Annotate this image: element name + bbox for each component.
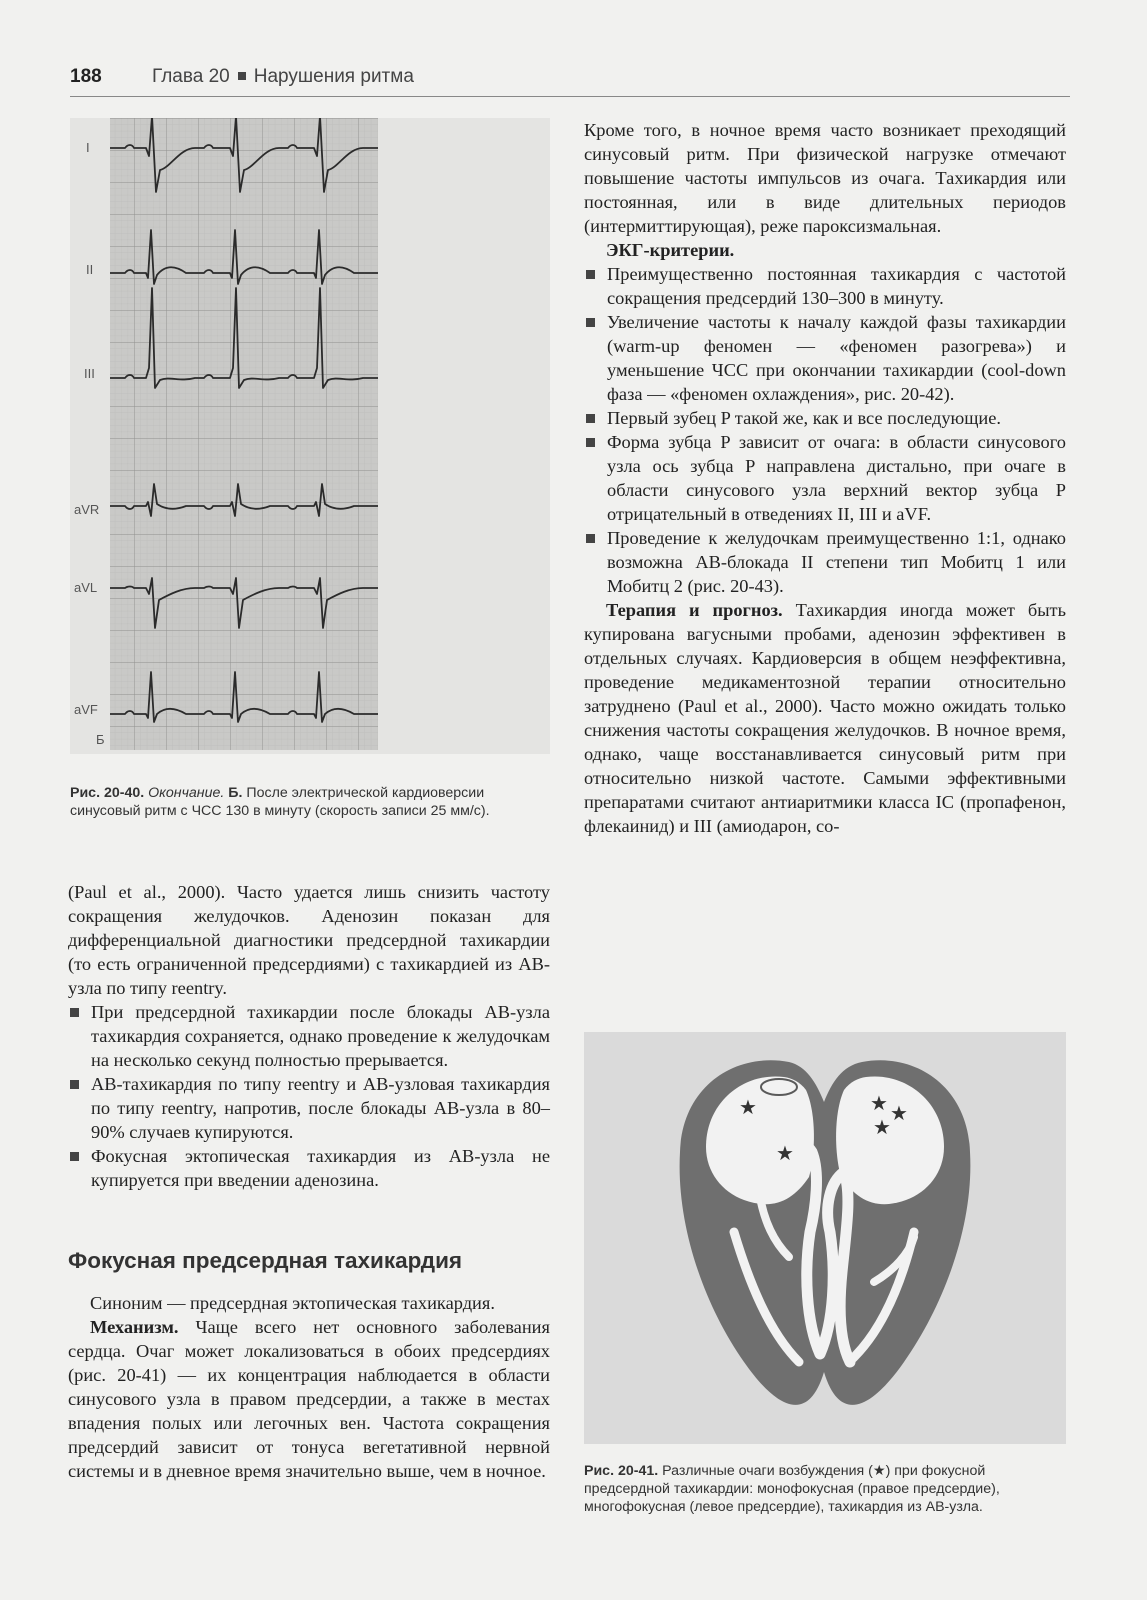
mechanism-text: Чаще всего нет основного заболевания сердца. Очаг может локализоваться в обоих предсердиях (рис. 20-41) — их концентрация наблюдается в области синусового узла в правом предсердии, а также в местах впадения полых или легочных вен. Частота сокращения предсердий зависит от тонуса вегетативной нервной системы и в дневное время значительно выше, чем в ночное. (68, 1317, 550, 1481)
left-column-upper (68, 880, 550, 1192)
caption-label: Рис. 20-40. (70, 785, 145, 801)
list-item: АВ-тахикардия по типу reentry и АВ-узловая тахикардия по типу reentry, напротив, после блокады АВ-узла в 80–90% случаев купируются. (68, 1072, 550, 1144)
page-number: 188 (70, 66, 102, 87)
lead-label-II: II (86, 262, 94, 277)
ecg-criteria-title: ЭКГ-критерии. (606, 240, 735, 260)
therapy-paragraph (584, 598, 1066, 838)
star-icon: ★ (739, 1095, 757, 1119)
star-icon: ★ (870, 1091, 888, 1115)
caption-text: Различные очаги возбуждения (★) при фокусной предсердной тахикардии: монофокусная (правое предсердие), многофокусная (левое предсердие), тахикардия из АВ-узла. (584, 1463, 1000, 1515)
star-icon: ★ (776, 1141, 794, 1165)
ecg-tracing (70, 118, 550, 754)
heart-diagram (584, 1032, 1066, 1444)
figure-caption-20-40 (70, 784, 550, 820)
mechanism-paragraph (68, 1315, 550, 1483)
running-header (70, 62, 1070, 97)
therapy-text: Тахикардия иногда может быть купирована вагусными пробами, аденозин эффективен в отдельных случаях. Кардиоверсия в общем неэффективна, проведение медикаментозной терапии относительно затруднено (Paul et al., 2000). Часто можно ожидать только снижения частоты сокращения желудочков. В ночное время, однако, чаще восстанавливается синусовый ритм при относительно низкой частоте. Самыми эффективными препаратами считают антиаритмики класса IC (пропафенон, флекаинид) и III (амиодарон, со- (584, 600, 1066, 836)
therapy-label: Терапия и прогноз. (606, 600, 783, 620)
heart-illustration (584, 1032, 1066, 1444)
bullet-list (584, 262, 1066, 598)
lead-label-aVL: aVL (74, 580, 98, 595)
list-item: Увеличение частоты к началу каждой фазы тахикардии (warm-up феномен — «феномен разогрева») и уменьшение ЧСС при окончании тахикардии (cool-down фаза — «феномен охлаждения», рис. 20-42). (584, 310, 1066, 406)
list-item: При предсердной тахикардии после блокады АВ-узла тахикардия сохраняется, однако проведение к желудочкам на несколько секунд полностью прерывается. (68, 1000, 550, 1072)
mechanism-label: Механизм. (90, 1317, 179, 1337)
list-item: Первый зубец P такой же, как и все последующие. (584, 406, 1066, 430)
caption-label: Рис. 20-41. (584, 1463, 659, 1479)
lead-label-aVF: aVF (74, 702, 98, 717)
paragraph: (Paul et al., 2000). Часто удается лишь снизить частоту сокращения желудочков. Аденозин показан для дифференциальной диагностики предсердной тахикардии (то есть ограниченной предсердиями) с тахикардией из АВ-узла по типу reentry. (68, 882, 550, 998)
chapter-title: Нарушения ритма (253, 66, 414, 87)
chapter-heading (152, 66, 414, 88)
right-column (584, 118, 1066, 838)
list-item: Форма зубца P зависит от очага: в области синусового узла ось зубца P направлена дистально, при очаге в области синусового узла верхний вектор зубца P отрицательный в отведениях II, III и aVF. (584, 430, 1066, 526)
list-item: Преимущественно постоянная тахикардия с частотой сокращения предсердий 130–300 в минуту. (584, 262, 1066, 310)
synonym-paragraph: Синоним — предсердная эктопическая тахикардия. (90, 1293, 495, 1313)
ecg-criteria-heading (584, 238, 1066, 262)
section-heading: Фокусная предсердная тахикардия (68, 1248, 463, 1273)
paragraph: Кроме того, в ночное время часто возникает преходящий синусовый ритм. При физической нагрузке отмечают повышение частоты импульсов из очага. Тахикардия или постоянная, или в виде длительных периодов (интермиттирующая), реже пароксизмальная. (584, 120, 1066, 236)
lead-label-aVR: aVR (74, 502, 100, 517)
star-icon: ★ (873, 1115, 891, 1139)
caption-text: После электрической кардиоверсии синусовый ритм с ЧСС 130 в минуту (скорость записи 25 мм/с). (70, 785, 490, 819)
lead-label-III: III (84, 366, 95, 381)
list-item: Фокусная эктопическая тахикардия из АВ-узла не купируется при введении аденозина. (68, 1144, 550, 1192)
panel-label: Б (96, 732, 105, 747)
figure-caption-20-41 (584, 1462, 1066, 1516)
star-icon: ★ (890, 1101, 908, 1125)
chapter-number: Глава 20 (152, 66, 230, 87)
caption-panel: Б. (228, 785, 243, 801)
caption-note: Окончание. (148, 785, 225, 801)
bullet-list (68, 1000, 550, 1192)
separator-square (238, 72, 246, 80)
list-item: Проведение к желудочкам преимущественно 1:1, однако возможна АВ-блокада II степени тип Мобитц 1 или Мобитц 2 (рис. 20-43). (584, 526, 1066, 598)
lead-label-I: I (86, 140, 90, 155)
ecg-figure (70, 118, 550, 754)
left-column-lower (68, 1291, 550, 1483)
